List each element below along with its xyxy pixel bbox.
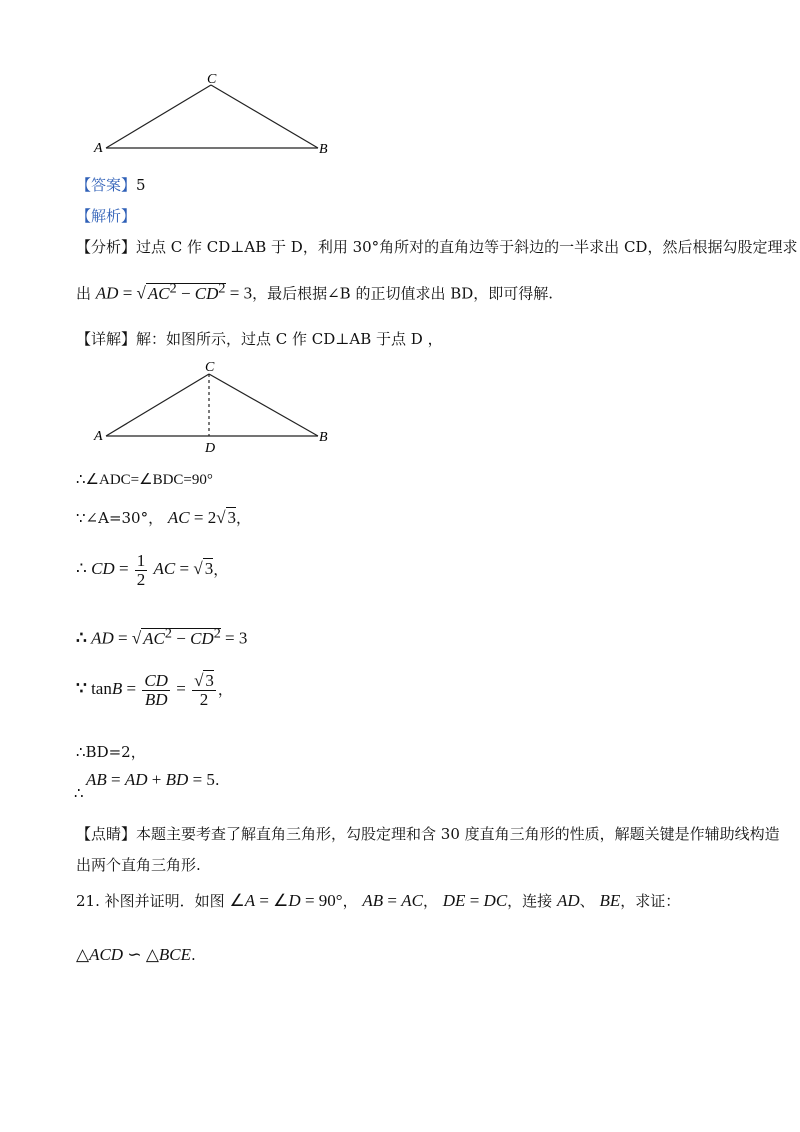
q21-text-1: 补图并证明．如图 [104, 892, 225, 910]
label-a: A [94, 429, 103, 444]
formula-tanb: ∵ tanB = $\frac{CD}{BD}$ = $\frac{√ 3}{2}$ [76, 671, 214, 709]
label-c: C [207, 72, 217, 87]
formula-ab: AB = AD + BD = 5 [86, 770, 215, 789]
step-4 [76, 625, 247, 649]
dianjing-text-1: 本题主要考查了解直角三角形，勾股定理和含 30 度直角三角形的性质，解题关键是作辅助线构造 [136, 825, 780, 843]
formula-similar: △ACD ∽ △BCE [76, 945, 192, 964]
fenxi-text-2a: 出 [76, 284, 92, 303]
q21-sep-1: ， [342, 892, 358, 910]
segment-be: BE [599, 891, 621, 910]
fenxi-text-1: 过点 C 作 CD⊥AB 于 D，利用 30°角所对的直角边等于斜边的一半求出 CD，然后根据勾股定理求 [136, 238, 798, 256]
step-7-therefore: ∴ [74, 784, 84, 802]
xiangjie-line [76, 328, 443, 349]
formula-cd: ∴ CD = $\frac{1}{2}$ AC = √ 3 [76, 551, 214, 589]
figure-triangle-abc [90, 70, 340, 160]
formula-ad: ∴ AD = √ $AC^2 - CD^2 = 3$ [76, 625, 248, 648]
fenxi-tag: 【分析】 [76, 238, 137, 256]
step-3-end: ， [213, 560, 229, 579]
answer-tag: 【答案】 [76, 176, 137, 194]
figure-triangle-abcd [90, 358, 340, 456]
step-2a: ∵∠A=30°， [76, 509, 164, 527]
step-7-end: . [214, 771, 220, 789]
q21-sep-2: ， [422, 892, 438, 910]
label-d: D [205, 441, 216, 456]
segment-ad: AD [556, 891, 580, 910]
answer-value: 5 [136, 176, 146, 194]
formula-ad-sqrt: AD = √ $AC^2 - CD^2 = 3$ [95, 280, 253, 303]
formula-ab-ac: AB = AC [362, 891, 423, 910]
label-b: B [319, 430, 328, 445]
step-5 [76, 672, 233, 709]
step-2b: ， [236, 509, 252, 527]
label-a: A [94, 141, 103, 156]
xiangjie-text: 解：如图所示，过点 C 作 CD⊥AB 于点 D ， [136, 330, 443, 348]
fenxi-line-2 [76, 280, 553, 304]
dianjing-line-1 [76, 823, 780, 844]
q21-text-2: ，连接 [507, 892, 553, 910]
step-1: ∴∠ADC=∠BDC=90° [76, 472, 213, 488]
q21-number: 21. [76, 892, 100, 910]
xiangjie-tag: 【详解】 [76, 330, 137, 348]
step-5-end: ， [217, 680, 233, 699]
fenxi-text-2b: ，最后根据∠B 的正切值求出 BD，即可得解. [252, 284, 554, 303]
q21-end: . [191, 946, 196, 964]
formula-angles: ∠A = ∠D = 90° [229, 891, 343, 910]
q21-text-3: ，求证： [620, 892, 681, 910]
step-7 [76, 770, 220, 790]
step-6: ∴BD=2， [76, 743, 146, 761]
analysis-tag: 【解析】 [76, 207, 137, 225]
formula-de-dc: DE = DC [442, 891, 508, 910]
formula-ac: AC = 2√ 3 [167, 508, 237, 527]
dianjing-tag: 【点睛】 [76, 825, 137, 843]
label-c: C [205, 360, 215, 375]
fenxi-line-1 [76, 236, 797, 257]
step-3 [76, 552, 228, 589]
question-21-line-1 [76, 890, 680, 911]
answer-line [76, 174, 146, 195]
question-21-line-2 [76, 945, 196, 965]
label-b: B [319, 142, 328, 157]
q21-dun: 、 [579, 892, 595, 910]
step-2 [76, 507, 251, 528]
dianjing-line-2: 出两个直角三角形. [76, 856, 201, 874]
